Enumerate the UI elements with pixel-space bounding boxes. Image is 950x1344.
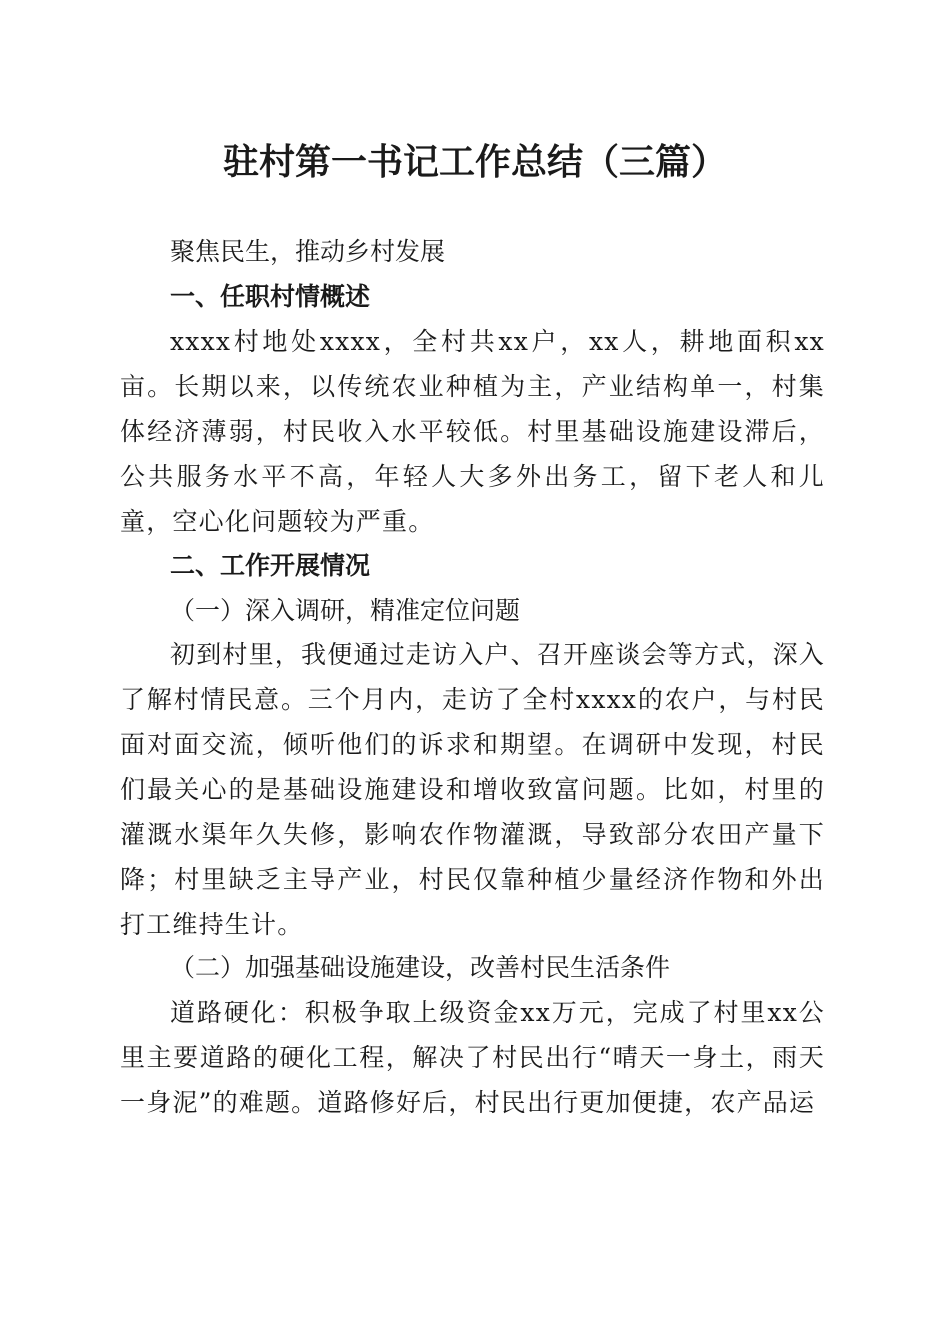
section1-heading: 一、任职村情概述 <box>170 282 371 311</box>
subsection2 <box>120 945 825 990</box>
section2 <box>120 543 825 588</box>
document-subtitle: 聚焦民生，推动乡村发展 <box>170 237 446 266</box>
subsection2-paragraph: 道路硬化：积极争取上级资金xx万元，完成了村里xx公里主要道路的硬化工程，解决了村民出行“晴天一身土，雨天一身泥”的难题。道路修好后，村民出行更加便捷，农产品运 <box>120 998 825 1117</box>
section1-body <box>120 319 825 544</box>
subsection1 <box>120 588 825 633</box>
subsection1-paragraph: 初到村里，我便通过走访入户、召开座谈会等方式，深入了解村情民意。三个月内，走访了全村xxxx的农户，与村民面对面交流，倾听他们的诉求和期望。在调研中发现，村民们最关心的是基础设施建设和增收致富问题。比如，村里的灌溉水渠年久失修，影响农作物灌溉，导致部分农田产量下降；村里缺乏主导产业，村民仅靠种植少量经济作物和外出打工维持生计。 <box>120 640 826 939</box>
subsection1-heading: （一）深入调研，精准定位问题 <box>170 596 521 625</box>
section1 <box>120 274 825 319</box>
subtitle-block <box>120 229 825 274</box>
document-title: 驻村第一书记工作总结（三篇） <box>222 141 727 183</box>
subsection2-heading: （二）加强基础设施建设，改善村民生活条件 <box>170 953 671 982</box>
section1-paragraph: xxxx村地处xxxx，全村共xx户，xx人，耕地面积xx亩。长期以来，以传统农业种植为主，产业结构单一，村集体经济薄弱，村民收入水平较低。村里基础设施建设滞后，公共服务水平不高，年轻人大多外出务工，留下老人和儿童，空心化问题较为严重。 <box>120 327 825 536</box>
subsection2-body <box>120 990 825 1125</box>
subsection1-body <box>120 632 825 947</box>
section2-heading: 二、工作开展情况 <box>170 551 371 580</box>
